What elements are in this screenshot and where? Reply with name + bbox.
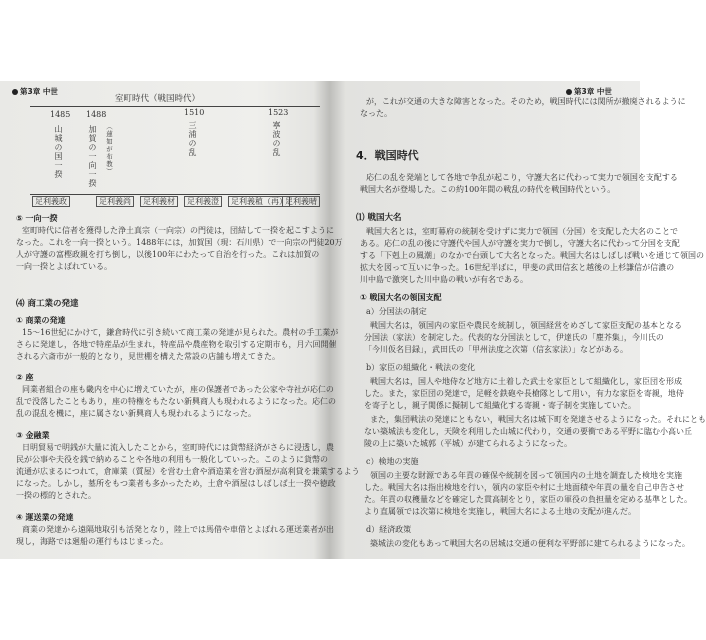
text-line: 室町時代に信者を獲得した浄土真宗（一向宗）の門徒は，団結して一揆を起こすように: [22, 226, 334, 235]
text-line: 日明貿易で明銭が大量に流入したことから，室町時代には貨幣経済がさらに浸透し，農: [22, 443, 334, 452]
subitem-title: a）分国法の制定: [366, 307, 427, 316]
bullet-dot-icon: [566, 89, 572, 95]
text-line: さらに発達し，各地で特産品が生まれ，特産品や農産物を取引する定期市も，月六回開催: [16, 340, 337, 349]
text-line: 戦国大名は，国人や地侍など地方に土着した武士を家臣として組織化し，家臣団を形成: [370, 377, 682, 386]
text-line: 領国の主要な財源である年貢の確保や統制を図って領国内の土地を調査した検地を実施: [370, 471, 682, 480]
right-page: [334, 81, 706, 559]
text-line: 戦国大名が登場した。この約100年間の戦乱の時代を戦国時代という。: [360, 185, 616, 194]
book-spread: [0, 81, 706, 559]
event-1: 山城の国一揆: [54, 125, 63, 179]
section-commerce-title: ⑷ 商工業の発達: [16, 299, 79, 309]
section-daimyo-title: ⑴ 戦国大名: [356, 213, 402, 223]
event-2-note: （蓮如が布教）: [105, 123, 113, 176]
text-line: 乱で没落したこともあり，座の特権をもたない新興商人も現われるようになった。応仁の: [16, 397, 336, 406]
text-line: より直属領では次第に検地を実施し，戦国大名による土地の支配が進んだ。: [364, 507, 636, 516]
text-line: 人が守護の富樫政親を打ち倒し，以後100年にわたって自治を行った。これは加賀の: [16, 250, 320, 259]
event-2: 加賀の一向一揆: [88, 125, 97, 188]
item-domain-rule-title: ① 戦国大名の領国支配: [360, 293, 442, 302]
event-4: 寧波の乱: [272, 121, 281, 157]
text-line: する「下剋上の風潮」のなかで台頭して大名となった。戦国大名はしばしば戦いを通じて領国の: [360, 251, 704, 260]
timeline-title: 室町時代（戦国時代）: [115, 94, 201, 104]
timeline-axis: [30, 106, 320, 107]
shogun-2: 足利義尚: [96, 196, 134, 207]
shogun-row-top: [30, 194, 320, 195]
subitem-title: c）検地の実施: [366, 457, 419, 466]
text-line: した。また，家臣団の発達で，足軽を鉄砲や長槍隊として用い，有力な家臣を寄親，地侍: [364, 389, 684, 398]
shogun-4: 足利義澄: [184, 196, 222, 207]
text-line: した。戦国大名は指出検地を行い，領内の家臣や村に土地面積や年貢の量を自己申告させ: [364, 483, 684, 492]
section-ikko-ikki-title: ⑤ 一向一揆: [16, 214, 58, 223]
text-line: 民が公事や夫役を銭で納めることや各地の利用も一般化していった。このように貨幣の: [16, 455, 328, 464]
text-line: 陵の上に築いた城郭（平城）が建てられるようになった。: [364, 439, 572, 448]
text-line: 一向一揆とよばれている。: [16, 262, 112, 271]
shogun-5: 足利義稙（再）: [228, 196, 290, 207]
text-line: 流通が広まるにつれて，倉庫業（質屋）を営む土倉や酒造業を営む酒屋が高利貸を兼業するよう: [16, 467, 360, 476]
text-line: が，これが交通の大きな障害となった。そのため，戦国時代には関所が撤廃されるように: [366, 97, 686, 106]
year-1: 1485: [50, 110, 71, 119]
item-commerce-title: ① 商業の発達: [16, 316, 66, 325]
chapter-title: 4．戦国時代: [356, 149, 419, 162]
text-line: 戦国大名は，領国内の家臣や農民を統制し，領国経営をめざして家臣支配の基本となる: [370, 321, 682, 330]
text-line: 応仁の乱を発端として各地で争乱が起こり，守護大名に代わって実力で領国を支配する: [366, 173, 678, 182]
text-line: なった。: [360, 109, 392, 118]
year-2: 1488: [86, 110, 107, 119]
year-4: 1523: [268, 108, 289, 117]
text-line: た。年貢の収穫量などを確定した貫高制をとり，家臣の軍役の負担量を定める基準とした。: [364, 495, 692, 504]
text-line: 築城法の変化もあって戦国大名の居城は交通の便利な平野部に建てられるようになった。: [370, 539, 690, 548]
left-page: [0, 81, 360, 559]
text-line: 戦国大名とは，室町幕府の統制を受けずに実力で領国（分国）を支配した大名のことで: [366, 227, 678, 236]
item-finance-title: ③ 金融業: [16, 431, 50, 440]
text-line: また，集団戦法の発達にともない，戦国大名は城下町を発達させるようになった。それにとも: [370, 415, 706, 424]
text-line: 「今川仮名目録」，武田氏の「甲州法度之次第（信玄家法）」などがある。: [364, 345, 628, 354]
bullet-dot-icon: [12, 89, 18, 95]
item-transport-title: ④ 運送業の発達: [16, 513, 74, 522]
shogun-6: 足利義晴: [282, 196, 320, 207]
text-line: 15～16世紀にかけて，鎌倉時代に引き続いて商工業の発達が見られた。農村の手工業が: [22, 328, 339, 337]
item-za-title: ② 座: [16, 373, 34, 382]
subitem-title: b）家臣の組織化・戦法の変化: [366, 363, 476, 372]
chapter-header: 第3章 中世: [12, 87, 58, 97]
year-3: 1510: [184, 108, 205, 117]
shogun-1: 足利義政: [32, 196, 70, 207]
shogun-3: 足利義材: [140, 196, 178, 207]
text-line: ない築城法も変化し，天険を利用した山城に代わり，交通の要衝である平野に臨む小高い丘: [364, 427, 692, 436]
text-line: になった。しかし，墓所をもつ業者も多かったため，土倉や酒屋はしばしば土一揆や徳政: [16, 479, 336, 488]
text-line: 一揆の標的とされた。: [16, 491, 96, 500]
text-line: 分国法（家法）を制定した。代表的な分国法として，伊達氏の「塵芥集」，今川氏の: [364, 333, 664, 342]
event-3: 三浦の乱: [188, 121, 197, 157]
subitem-title: d）経済政策: [366, 525, 412, 534]
text-line: 乱の混乱を機に，座に属さない新興商人も現われるようになった。: [16, 409, 256, 418]
text-line: 商業の発達から遠隔地取引も活発となり，陸上では馬借や車借とよばれる運送業者が出: [22, 525, 334, 534]
text-line: される六斎市が一般的となり，見世棚を構えた常設の店舗も増えてきた。: [16, 352, 280, 361]
text-line: 同業者組合の座も畿内を中心に増えていたが，座の保護者であった公家や寺社が応仁の: [22, 385, 334, 394]
text-line: 拡大を図って互いに争った。16世紀半ばに，甲斐の武田信玄と越後の上杉謙信が信濃の: [360, 263, 675, 272]
text-line: 川中島で激突した川中島の戦いが有名である。: [360, 275, 528, 284]
chapter-header: 第3章 中世: [566, 87, 612, 97]
text-line: なった。これを一向一揆という。1488年には，加賀国（現：石川県）で一向宗の門徒20万: [16, 238, 343, 247]
text-line: 現し，海路では廻船の運行もはじまった。: [16, 537, 168, 546]
text-line: を寄子とし，親子関係に擬制して組織化する寄親・寄子制を実施していた。: [364, 401, 636, 410]
text-line: ある。応仁の乱の後に守護代や国人が守護を実力で倒し，守護大名に代わって分国を支配: [360, 239, 680, 248]
